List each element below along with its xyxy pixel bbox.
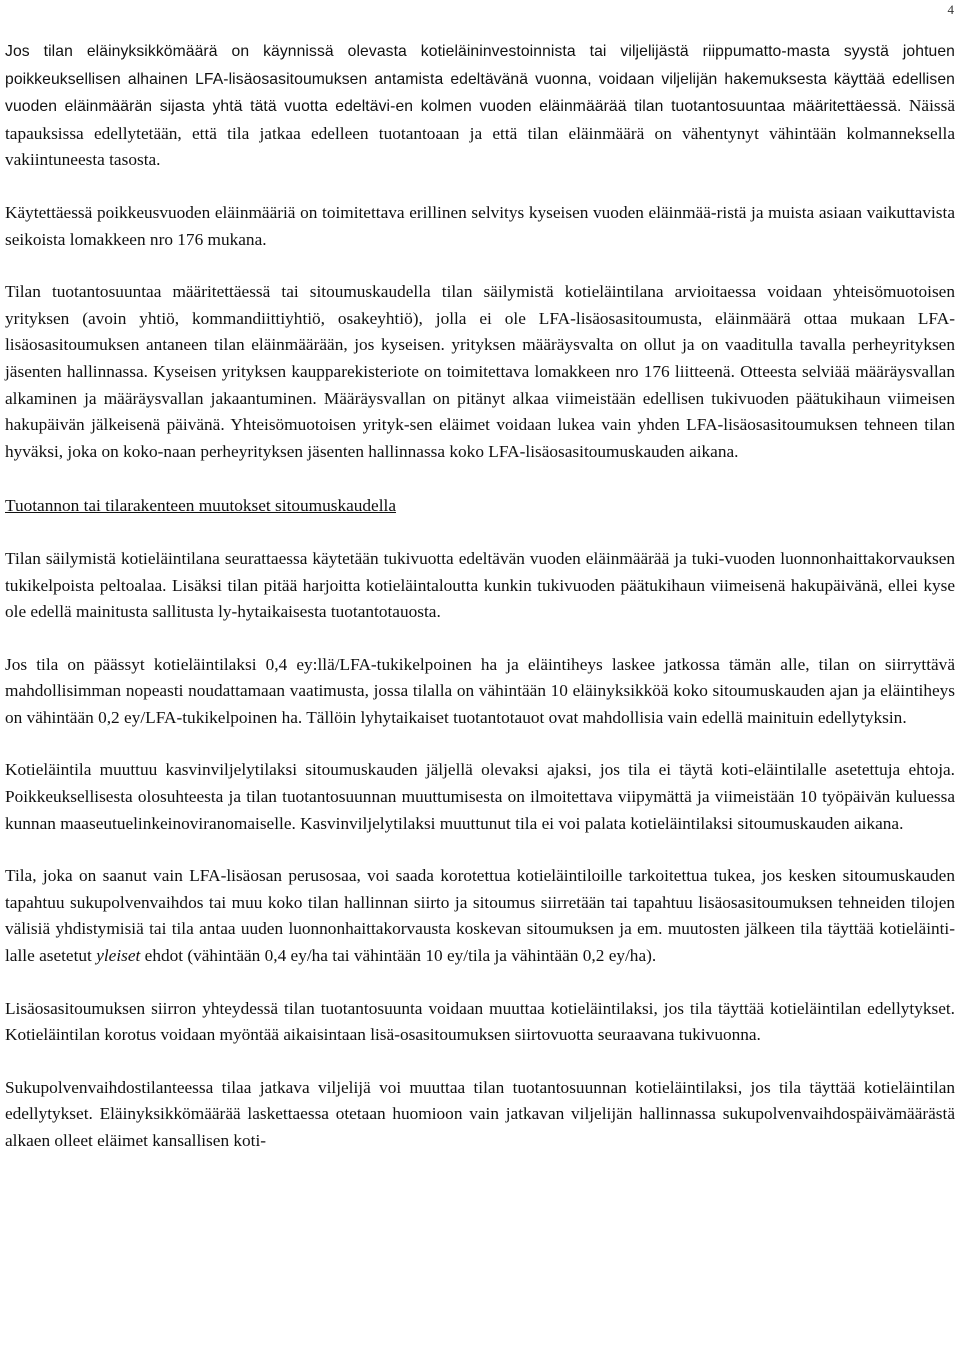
emphasis-text: yleiset [96, 946, 141, 966]
paragraph-animal-density: Jos tila on päässyt kotieläintilaksi 0,4 ey:llä/LFA-tukikelpoinen ha ja eläintiheys laskee jatkossa tämän alle, tilan on siirryttävä mahdollisimman nopeasti noudattamaan vaatimusta, jossa tilalla on vähintään 10 eläinyksikköä koko sitoumuskauden ajan ja eläintiheys on vähintään 0,2 ey/LFA-tukikelpoinen ha. Tällöin lyhytaikaiset tuotantotauot ovat mahdollisia vain edellä mainituin edellytyksin. [5, 654, 955, 727]
page-number: 4 [947, 2, 954, 17]
paragraph-text: ehdot (vähintään 0,4 ey/ha tai vähintään 10 ey/tila ja vähintään 0,2 ey/ha). [144, 946, 657, 966]
paragraph-livestock-monitoring: Tilan säilymistä kotieläintilana seurattaessa käytetään tukivuotta edeltävän vuoden eläinmäärää ja tuki-vuoden luonnonhaittakorvauksen tukikelpoista peltoalaa. Lisäksi tilan pitää harjoitta kotieläintaloutta kunkin tukivuoden päätukihaun viimeisenä hakupäivänä, ellei kyse ole edellä mainitusta sallitusta ly-hytaikaisesta tuotantotauosta. [5, 548, 955, 622]
paragraph-generation-change-production: Sukupolvenvaihdostilanteessa tilaa jatkava viljelijä voi muuttaa tilan tuotantosuunnan kotieläintilaksi, jos tila täyttää kotieläintilan edellytykset. Eläinyksikkömäärää laskettaessa otetaan huomioon vain jatkavan viljelijän hallinnassa sukupolvenvaihdospäivämäärästä alkaen olleet eläimet kansallisen koti- [5, 1077, 955, 1150]
paragraph-crop-farm-conversion: Kotieläintila muuttuu kasvinviljelytilaksi sitoumuskauden jäljellä olevaksi ajaksi, jos tila ei täytä koti-eläintilalle asetettuja ehtoja. Poikkeuksellisesta olosuhteesta ja tilan tuotantosuunnan muuttumisesta on ilmoitettava viipymättä ja viimeistään 10 työpäivän kuluessa kunnan maaseutuelinkeinoviranomaiselle. Kasvinviljelytilaksi muuttunut tila ei voi palata kotieläintilaksi sitoumuskauden aikana. [5, 760, 955, 833]
paragraph-company-animals: Tilan tuotantosuuntaa määritettäessä tai sitoumuskaudella tilan säilymistä kotieläintilana arvioitaessa voidaan yhteisömuotoisen yrityksen (avoin yhtiö, kommandiittiyhtiö, osakeyhtiö), jolla ei ole LFA-lisäosasitoumusta, eläinmäärä ottaa mukaan LFA-lisäosasitoumuksen antaneen tilan eläinmäärään, jos kyseisen. yrityksen määräysvalta on ollut ja on vaaditulla tavalla perheyrityksen jäsenten hallinnassa. Kyseisen yrityksen kaupparekisteriote on toimitettava lomakkeen nro 176 liitteenä. Otteesta selviää määräysvallan alkaminen ja määräysvallan jakaantuminen. Määräysvallan on pitänyt alkaa viimeistään edellisen tukivuoden päätukihaun viimeisen hakupäivän jälkeisenä päivänä. Yhteisömuotoisen yrityk-sen eläimet voidaan lukea vain yhden LFA-lisäosasitoumuksen tehneen tilan hyväksi, joka on koko-naan perheyrityksen jäsenten hallinnassa koko LFA-lisäosasitoumuskauden aikana. [5, 282, 955, 461]
paragraph-part-serif: Näissä tapauksissa edellytetään, että tila jatkaa edelleen tuotantoaan ja että tilan eläinmäärä on vähentynyt vähintään kolmanneksella vakiintuneesta tasosta. [5, 96, 955, 170]
section-heading: Tuotannon tai tilarakenteen muutokset sitoumuskaudella [5, 496, 397, 516]
paragraph-exception-year-report: Käytettäessä poikkeusvuoden eläinmääriä on toimitettava erillinen selvitys kyseisen vuoden eläinmää-ristä ja muista asiaan vaikuttavista seikoista lomakkeen nro 176 mukana. [5, 202, 955, 249]
paragraph-text: Tila, joka on saanut vain LFA-lisäosan perusosaa, voi saada korotettua kotieläintiloille tarkoitettua tukea, jos kesken sitoumuskauden tapahtuu sukupolvenvaihdos tai muu koko tilan hallinnan siirto ja sitoumus siirretään tai tapahtuu lisäosasitoumuksen tehneiden tilojen välisiä yhdistymisiä tai tila antaa uuden luonnonhaittakorvausta koskevan sitoumuksen ja em. muutosten jälkeen tila täyttää kotieläinti-lalle asetetut [5, 866, 955, 966]
paragraph-part-sans: Jos tilan eläinyksikkömäärä on käynnissä olevasta kotieläininvestoinnista tai viljelijästä riippumatto-masta syystä johtuen poikkeuksellisen alhainen LFA-lisäosasitoumuksen antamista edeltävänä vuonna, voidaan viljelijän hakemuksesta käyttää edellisen vuoden eläinmäärän sijasta yhtä tätä vuotta edeltävi-en kolmen vuoden eläinmäärää tilan tuotantosuuntaa määritettäessä. [5, 43, 955, 116]
paragraph-generation-change-support [5, 863, 955, 969]
paragraph-commitment-transfer: Lisäosasitoumuksen siirron yhteydessä tilan tuotantosuunta voidaan muuttaa kotieläintilaksi, jos tila täyttää kotieläintilan edellytykset. Kotieläintilan korotus voidaan myöntää aikaisintaan lisä-osasitoumuksen siirtovuotta seuraavana tukivuonna. [5, 998, 955, 1045]
paragraph-animal-unit-exception [5, 38, 955, 174]
document-body [5, 38, 955, 1155]
